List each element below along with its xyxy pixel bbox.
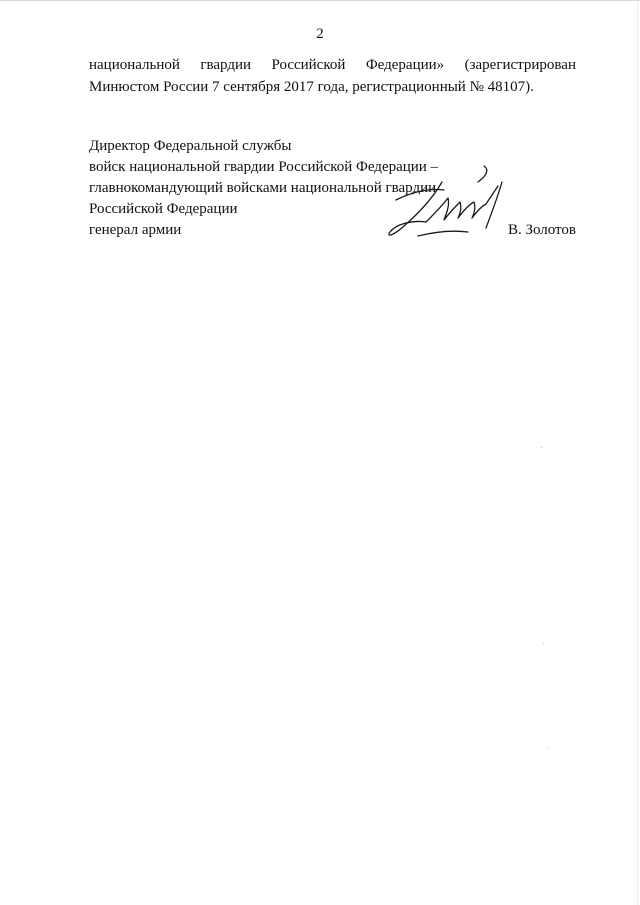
closing-paragraph xyxy=(89,54,576,98)
signer-name: В. Золотов xyxy=(507,222,576,238)
page-number: 2 xyxy=(316,26,324,42)
scan-edge-top xyxy=(0,0,640,1)
handwritten-signature-icon xyxy=(382,162,512,244)
paragraph-line-2: Минюстом России 7 сентября 2017 года, регистрационный № 48107). xyxy=(89,79,534,95)
scan-edge-right xyxy=(637,0,638,905)
signatory-title-line-3: главнокомандующий войсками национальной гвардии xyxy=(89,180,437,196)
scan-speck xyxy=(543,643,544,644)
signatory-rank: генерал армии xyxy=(89,222,182,238)
scan-speck xyxy=(548,748,549,749)
paragraph-line-1: национальной гвардии Российской Федерации» (зарегистрирован xyxy=(89,57,576,73)
signatory-title-line-2: войск национальной гвардии Российской Федерации – xyxy=(89,159,439,175)
signatory-title-line-1: Директор Федеральной службы xyxy=(89,138,292,154)
scan-speck xyxy=(541,447,542,448)
signatory-title-line-4: Российской Федерации xyxy=(89,201,238,217)
